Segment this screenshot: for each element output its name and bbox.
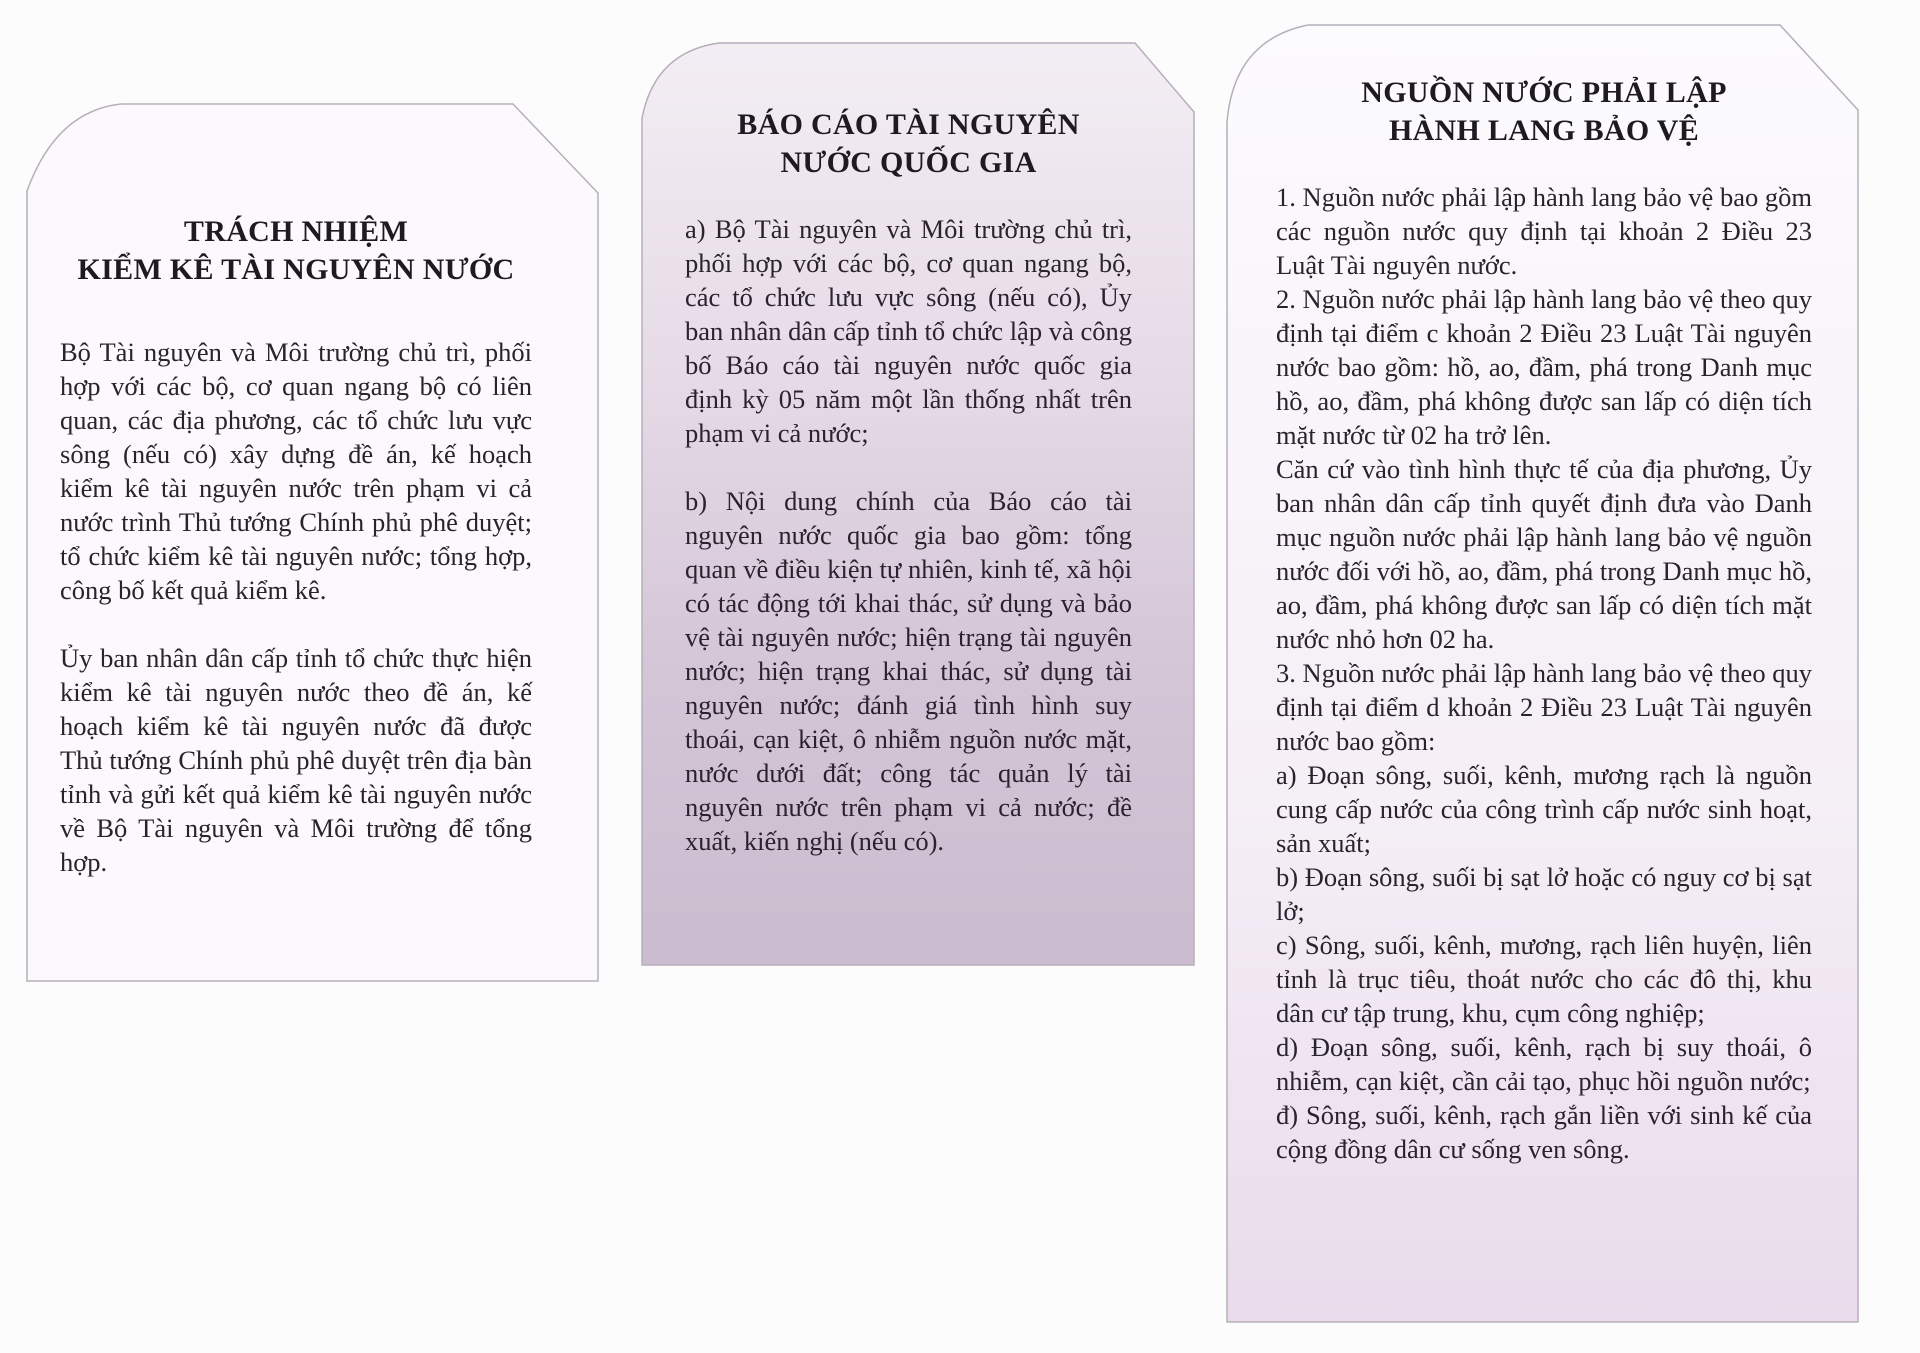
paragraph-gap bbox=[60, 607, 532, 641]
panel-trach-nhiem-kiem-ke bbox=[26, 103, 600, 983]
panel-right-item-3c: c) Sông, suối, kênh, mương, rạch liên huyện, liên tỉnh là trục tiêu, thoát nước cho các đô thị, khu dân cư tập trung, khu, cụm công nghiệp; bbox=[1276, 930, 1812, 1028]
panel-bao-cao-tai-nguyen bbox=[641, 42, 1196, 967]
panel-middle-title bbox=[685, 106, 1132, 182]
panel-middle-paragraph-b: b) Nội dung chính của Báo cáo tài nguyên nước quốc gia bao gồm: tổng quan về điều kiện tự nhiên, kinh tế, xã hội có tác động tới khai thác, sử dụng và bảo vệ tài nguyên nước; hiện trạng tài nguyên nước; hiện trạng khai thác, sử dụng tài nguyên nước; đánh giá tình hình suy thoái, cạn kiệt, ô nhiễm nguồn nước mặt, nước dưới đất; công tác quản lý tài nguyên nước trên phạm vi cả nước; đề xuất, kiến nghị (nếu có). bbox=[685, 486, 1132, 856]
panel-middle-paragraph-a: a) Bộ Tài nguyên và Môi trường chủ trì, phối hợp với các bộ, cơ quan ngang bộ, các tổ chức lưu vực sông (nếu có), Ủy ban nhân dân cấp tỉnh tổ chức lập và công bố Báo cáo tài nguyên nước quốc gia định kỳ 05 năm một lần thống nhất trên phạm vi cả nước; bbox=[685, 214, 1132, 448]
panel-middle-title-line-1: BÁO CÁO TÀI NGUYÊN bbox=[737, 108, 1080, 141]
panel-right-title bbox=[1276, 74, 1812, 150]
panel-left-title-line-2: KIỂM KÊ TÀI NGUYÊN NƯỚC bbox=[77, 253, 515, 286]
panel-right-title-line-2: HÀNH LANG BẢO VỆ bbox=[1388, 114, 1700, 147]
panel-hanh-lang-bao-ve bbox=[1226, 24, 1860, 1324]
panel-right-title-line-1: NGUỒN NƯỚC PHẢI LẬP bbox=[1361, 76, 1727, 109]
panel-left-paragraph-1: Bộ Tài nguyên và Môi trường chủ trì, phối hợp với các bộ, cơ quan ngang bộ có liên quan, các địa phương, các tổ chức lưu vực sông (nếu có) xây dựng đề án, kế hoạch kiểm kê tài nguyên nước trên phạm vi cả nước trình Thủ tướng Chính phủ phê duyệt; tổ chức kiểm kê tài nguyên nước; tổng hợp, công bố kết quả kiểm kê. bbox=[60, 337, 532, 605]
panel-left-title-line-1: TRÁCH NHIỆM bbox=[183, 215, 409, 248]
panel-right-item-1: 1. Nguồn nước phải lập hành lang bảo vệ bao gồm các nguồn nước quy định tại khoản 2 Điều 23 Luật Tài nguyên nước. bbox=[1276, 182, 1812, 280]
panel-right-item-2-note: Căn cứ vào tình hình thực tế của địa phương, Ủy ban nhân dân cấp tỉnh quyết định đưa vào Danh mục nguồn nước phải lập hành lang bảo vệ nguồn nước đối với hồ, ao, đầm, phá trong Danh mục hồ, ao, đầm, phá không được san lấp có diện tích mặt nước nhỏ hơn 02 ha. bbox=[1276, 454, 1812, 654]
panel-left-paragraph-2: Ủy ban nhân dân cấp tỉnh tổ chức thực hiện kiểm kê tài nguyên nước theo đề án, kế hoạch kiểm kê tài nguyên nước đã được Thủ tướng Chính phủ phê duyệt trên địa bàn tỉnh và gửi kết quả kiểm kê tài nguyên nước về Bộ Tài nguyên và Môi trường để tổng hợp. bbox=[60, 643, 532, 877]
panel-right-item-3a: a) Đoạn sông, suối, kênh, mương rạch là nguồn cung cấp nước của công trình cấp nước sinh hoạt, sản xuất; bbox=[1276, 760, 1812, 858]
panel-right-item-2: 2. Nguồn nước phải lập hành lang bảo vệ theo quy định tại điểm c khoản 2 Điều 23 Luật Tài nguyên nước bao gồm: hồ, ao, đầm, phá trong Danh mục hồ, ao, đầm, phá không được san lấp có diện tích mặt nước từ 02 ha trở lên. bbox=[1276, 284, 1812, 450]
panel-left-title bbox=[60, 213, 532, 289]
panel-right-item-3: 3. Nguồn nước phải lập hành lang bảo vệ theo quy định tại điểm d khoản 2 Điều 23 Luật Tài nguyên nước bao gồm: bbox=[1276, 658, 1812, 756]
panel-right-item-3dd: đ) Sông, suối, kênh, rạch gắn liền với sinh kế của cộng đồng dân cư sống ven sông. bbox=[1276, 1100, 1812, 1164]
panel-right-item-3d: d) Đoạn sông, suối, kênh, rạch bị suy thoái, ô nhiễm, cạn kiệt, cần cải tạo, phục hồi nguồn nước; bbox=[1276, 1032, 1812, 1096]
panel-right-item-3b: b) Đoạn sông, suối bị sạt lở hoặc có nguy cơ bị sạt lở; bbox=[1276, 862, 1812, 926]
paragraph-gap bbox=[685, 450, 1132, 484]
panel-middle-title-line-2: NƯỚC QUỐC GIA bbox=[780, 146, 1037, 179]
